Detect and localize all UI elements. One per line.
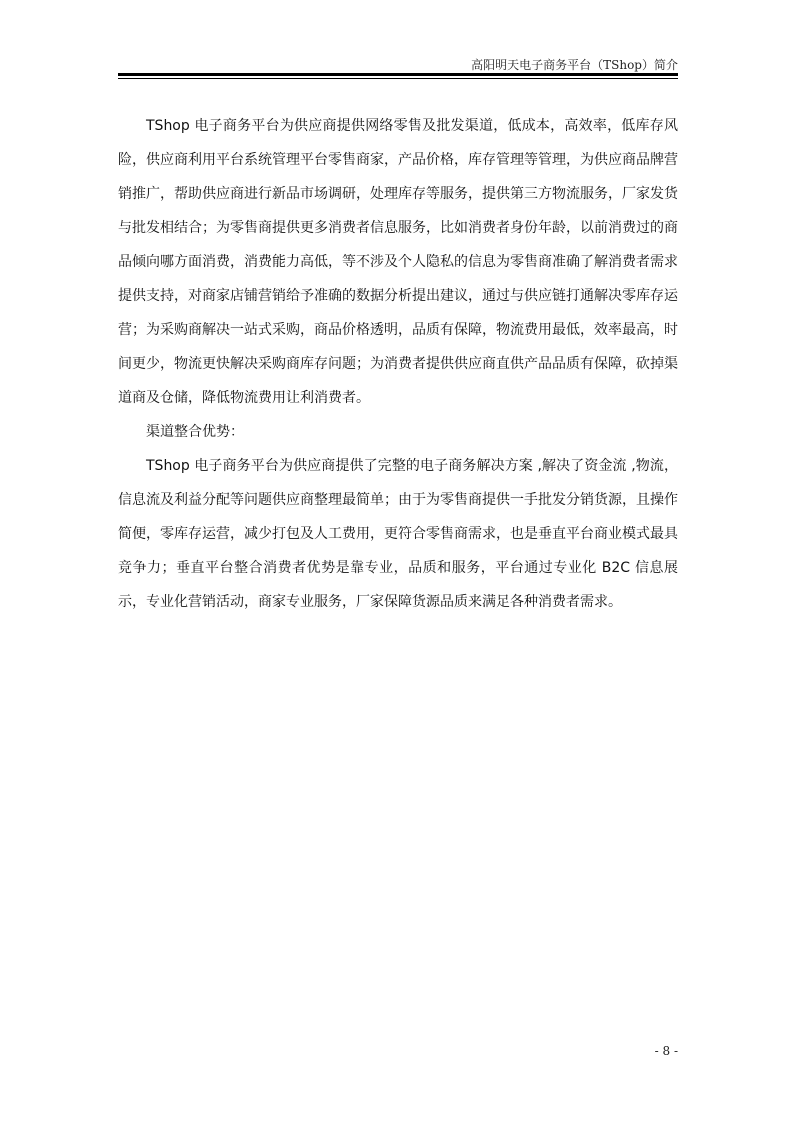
header-rule-thick: [118, 73, 678, 76]
document-body: [118, 109, 678, 619]
paragraph-channel-advantages: TShop 电子商务平台为供应商提供了完整的电子商务解决方案 ,解决了资金流 ,物流，信息流及利益分配等问题供应商整理最简单；由于为零售商提供一手批发分销货源，且操作简便，零库存运营，减少打包及人工费用，更符合零售商需求，也是垂直平台商业模式最具竞争力；垂直平台整合消费者优势是靠专业，品质和服务，平台通过专业化 B2C 信息展示，专业化营销活动，商家专业服务，厂家保障货源品质来满足各种消费者需求。: [118, 458, 678, 610]
page-header-title: 高阳明天电子商务平台（TShop）简介: [471, 58, 678, 72]
paragraph-channel-heading: 渠道整合优势：: [146, 424, 244, 440]
paragraph-platform-overview: TShop 电子商务平台为供应商提供网络零售及批发渠道，低成本，高效率，低库存风险，供应商利用平台系统管理平台零售商家，产品价格，库存管理等管理，为供应商品牌营销推广，帮助供应商进行新品市场调研，处理库存等服务，提供第三方物流服务，厂家发货与批发相结合；为零售商提供更多消费者信息服务，比如消费者身份年龄，以前消费过的商品倾向哪方面消费，消费能力高低，等不涉及个人隐私的信息为零售商准确了解消费者需求提供支持，对商家店铺营销给予准确的数据分析提出建议，通过与供应链打通解决零库存运营；为采购商解决一站式采购，商品价格透明，品质有保障，物流费用最低，效率最高，时间更少，物流更快解决采购商库存问题；为消费者提供供应商直供产品品质有保障，砍掉渠道商及仓储，降低物流费用让利消费者。: [118, 118, 678, 406]
page-number: - 8 -: [654, 1044, 678, 1058]
header-rule-thin: [118, 78, 678, 79]
